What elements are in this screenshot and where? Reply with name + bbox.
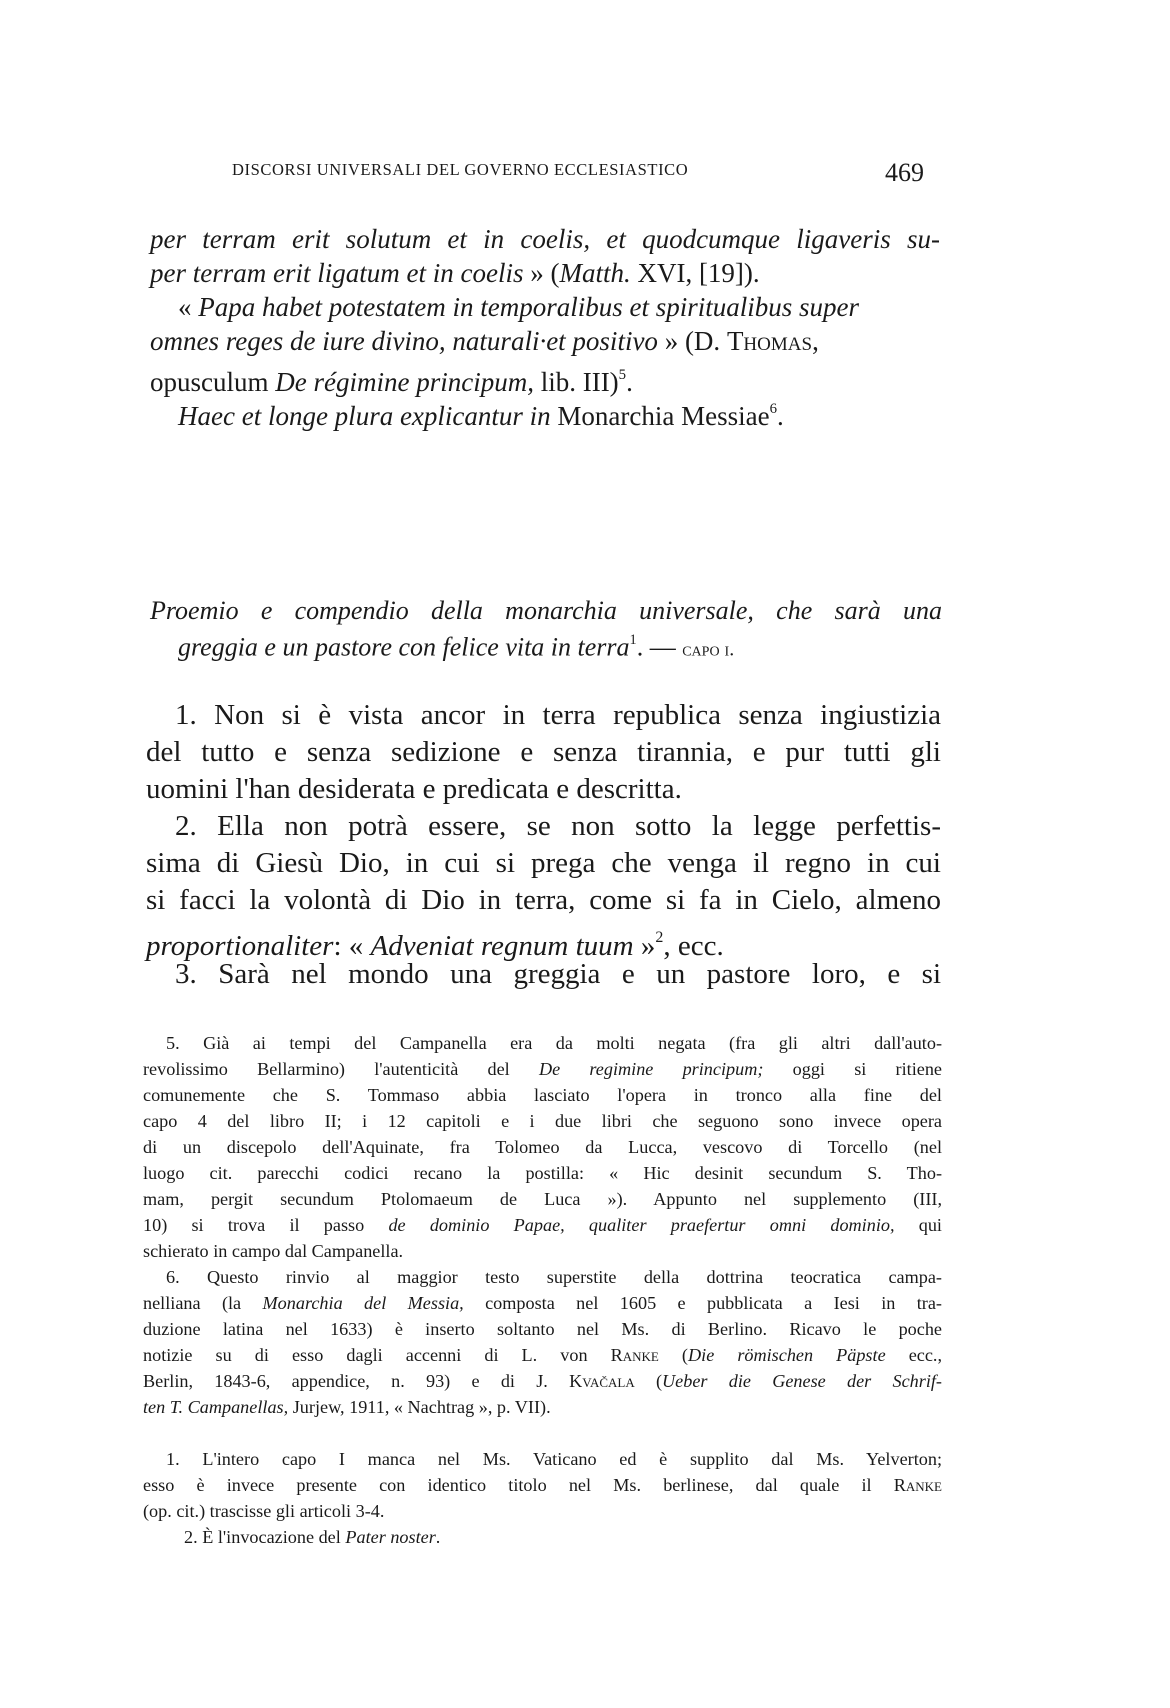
footnote-ref[interactable]: 1 bbox=[629, 632, 637, 648]
footnote-line bbox=[166, 1264, 942, 1290]
footnote-line bbox=[143, 1212, 942, 1238]
quote-text: , bbox=[812, 326, 819, 356]
footnote-line bbox=[184, 1524, 440, 1550]
quote-text: » (D. bbox=[657, 326, 727, 356]
footnote-text bbox=[143, 1342, 942, 1368]
footnote-line bbox=[143, 1472, 942, 1498]
footnote-text: revolissimo Bellarmino) l'autenticità del bbox=[143, 1059, 539, 1079]
paragraph-line bbox=[175, 808, 941, 845]
paragraph-line bbox=[175, 956, 941, 993]
chapter-title-text: greggia e un pastore con felice vita in terra bbox=[178, 632, 630, 662]
footnote-text: capo 4 del libro II; i 12 capitoli e i due libri che seguono sono invece opera bbox=[143, 1111, 942, 1131]
footnote-ref[interactable]: 2 bbox=[655, 929, 664, 946]
chapter-title-text: . — bbox=[636, 632, 683, 662]
footnote-text: 10) si trova il passo bbox=[143, 1215, 389, 1235]
footnote-ref[interactable]: 5 bbox=[618, 367, 627, 383]
footnote-text: composta nel 1605 e pubblicata a Iesi in tra- bbox=[463, 1293, 942, 1313]
paragraph-line bbox=[146, 771, 682, 808]
chapter-label: capo i. bbox=[682, 638, 735, 661]
footnote-text: 6. Questo rinvio al maggior testo superstite della dottrina teocratica campa- bbox=[166, 1267, 942, 1287]
citation-matth: Matth. bbox=[559, 258, 631, 288]
footnote-line bbox=[143, 1134, 942, 1160]
footnote-line bbox=[166, 1030, 942, 1056]
footnote-text: Berlin, 1843-6, appendice, n. 93) e di J. bbox=[143, 1371, 570, 1391]
chapter-title-line bbox=[150, 596, 942, 626]
paragraph-text: : « bbox=[333, 929, 371, 962]
footnote-text: oggi si ritiene bbox=[763, 1059, 942, 1079]
paragraph-text: del tutto e senza sedizione e senza tirannia, e pur tutti gli bbox=[146, 736, 941, 768]
footnote-line bbox=[143, 1108, 942, 1134]
footnote-text: (op. cit.) trascisse gli articoli 3-4. bbox=[143, 1501, 385, 1521]
author-name: Kvačala bbox=[569, 1371, 635, 1391]
quote-text: per terram erit solutum et in coelis, et quodcumque ligaveris su- bbox=[150, 224, 940, 254]
page-number: 469 bbox=[885, 158, 924, 187]
footnote-line bbox=[143, 1160, 942, 1186]
work-title: Monarchia del Messia, bbox=[262, 1293, 464, 1313]
paragraph-text: si facci la volontà di Dio in terra, come si fa in Cielo, almeno bbox=[146, 884, 941, 916]
work-title: Ueber die Genese der Schrif- bbox=[662, 1371, 942, 1391]
quote-text: per terram erit ligatum et in coelis bbox=[150, 258, 524, 288]
paragraph-line bbox=[146, 845, 941, 882]
quote-text: Papa habet potestatem in temporalibus et spiritualibus super bbox=[198, 292, 859, 322]
work-title: De régimine principum, bbox=[275, 366, 534, 397]
quote-mark: « bbox=[178, 292, 199, 322]
work-title: Pater noster bbox=[345, 1527, 436, 1547]
footnote-line bbox=[143, 1498, 384, 1524]
work-title: De regimine principum; bbox=[538, 1059, 764, 1079]
author-name: Ranke bbox=[893, 1475, 942, 1495]
author-name: Thomas bbox=[726, 326, 813, 356]
footnote-text: ecc., bbox=[885, 1345, 943, 1365]
author-name: Ranke bbox=[610, 1345, 659, 1365]
footnote-line bbox=[143, 1342, 942, 1368]
footnote-text: mam, pergit secundum Ptolomaeum de Luca »). Appunto nel supplemento (III, bbox=[143, 1189, 942, 1209]
footnote-text: duzione latina nel 1633) è inserto soltanto nel Ms. di Berlino. Ricavo le poche bbox=[143, 1319, 942, 1339]
footnote-text: ( bbox=[634, 1371, 663, 1391]
paragraph-line bbox=[175, 697, 941, 734]
quote-line bbox=[150, 324, 819, 358]
quote-text: . bbox=[626, 366, 633, 397]
footnote-line bbox=[143, 1290, 942, 1316]
footnote-text: luogo cit. parecchi codici recano la postilla: « Hic desinit secundum S. Tho- bbox=[143, 1163, 942, 1183]
paragraph-text: proportionaliter bbox=[146, 929, 334, 962]
paragraph-text: 1. Non si è vista ancor in terra republica senza ingiustizia bbox=[175, 699, 941, 731]
footnote-text bbox=[143, 1056, 942, 1082]
quote-text: Adveniat regnum tuum bbox=[370, 929, 634, 962]
footnote-line bbox=[143, 1316, 942, 1342]
footnote-text: 5. Già ai tempi del Campanella era da molti negata (fra gli altri dall'auto- bbox=[166, 1033, 942, 1053]
quoted-phrase: de dominio Papae, qualiter praefertur omni dominio, bbox=[388, 1215, 895, 1235]
paragraph-text: 3. Sarà nel mondo una greggia e un pastore loro, e si bbox=[175, 958, 941, 990]
footnote-line bbox=[166, 1446, 942, 1472]
quote-text: lib. III) bbox=[533, 366, 619, 397]
quote-text: opusculum bbox=[150, 366, 276, 397]
quote-line bbox=[150, 222, 940, 256]
footnote-ref[interactable]: 6 bbox=[769, 401, 778, 417]
quote-line bbox=[178, 290, 859, 324]
citation-ref: XVI, [19]). bbox=[630, 258, 760, 288]
chapter-title-text: Proemio e compendio della monarchia universale, che sarà una bbox=[150, 596, 942, 625]
footnote-line bbox=[143, 1082, 942, 1108]
footnote-text: Jurjew, 1911, « Nachtrag », p. VII). bbox=[288, 1397, 551, 1417]
footnote-text bbox=[143, 1290, 942, 1316]
footnote-text: ( bbox=[658, 1345, 688, 1365]
quote-text: omnes reges de iure divino, naturali·et positivo bbox=[150, 326, 658, 356]
footnote-text: . bbox=[435, 1527, 441, 1547]
paragraph-line bbox=[146, 882, 941, 919]
quote-line bbox=[150, 256, 760, 290]
footnote-line bbox=[143, 1186, 942, 1212]
footnote-text: comunemente che S. Tommaso abbia lasciato l'opera in tronco alla fine del bbox=[143, 1085, 942, 1105]
work-title: Monarchia Messiae bbox=[550, 400, 770, 431]
footnote-text bbox=[143, 1212, 942, 1238]
footnote-text bbox=[143, 1472, 942, 1498]
work-title: ten T. Campanellas, bbox=[143, 1397, 289, 1417]
footnote-text: di un discepolo dell'Aquinate, fra Tolomeo da Lucca, vescovo di Torcello (nel bbox=[143, 1137, 942, 1157]
running-header: DISCORSI UNIVERSALI DEL GOVERNO ECCLESIASTICO bbox=[232, 160, 689, 179]
footnote-line bbox=[143, 1056, 942, 1082]
work-title: Die römischen Päpste bbox=[688, 1345, 886, 1365]
quote-text: Haec et longe plura explicantur in bbox=[178, 400, 551, 431]
footnote-line bbox=[143, 1394, 551, 1420]
quote-text: » ( bbox=[523, 258, 560, 288]
paragraph-line bbox=[146, 734, 941, 771]
footnote-text: esso è invece presente con identico titolo nel Ms. berlinese, dal quale il bbox=[143, 1475, 894, 1495]
footnote-text: 1. L'intero capo I manca nel Ms. Vaticano ed è supplito dal Ms. Yelverton; bbox=[166, 1449, 942, 1469]
chapter-title-line bbox=[178, 632, 734, 662]
footnote-line bbox=[143, 1238, 403, 1264]
paragraph-text: 2. Ella non potrà essere, se non sotto la legge perfettis- bbox=[175, 810, 941, 842]
paragraph-text: uomini l'han desiderata e predicata e descritta. bbox=[146, 773, 682, 805]
paragraph-text: » bbox=[633, 929, 656, 962]
quote-line bbox=[178, 392, 784, 433]
paragraph-text: sima di Giesù Dio, in cui si prega che venga il regno in cui bbox=[146, 847, 941, 879]
footnote-text bbox=[143, 1368, 942, 1394]
footnote-text: nelliana (la bbox=[143, 1293, 263, 1313]
quote-text: . bbox=[777, 400, 784, 431]
footnote-line bbox=[143, 1368, 942, 1394]
paragraph-text: , ecc. bbox=[663, 929, 724, 962]
footnote-text: 2. È l'invocazione del bbox=[184, 1527, 346, 1547]
footnote-text: notizie su di esso dagli accenni di L. von bbox=[143, 1345, 611, 1365]
footnote-text: schierato in campo dal Campanella. bbox=[143, 1241, 404, 1261]
footnote-text: qui bbox=[894, 1215, 942, 1235]
